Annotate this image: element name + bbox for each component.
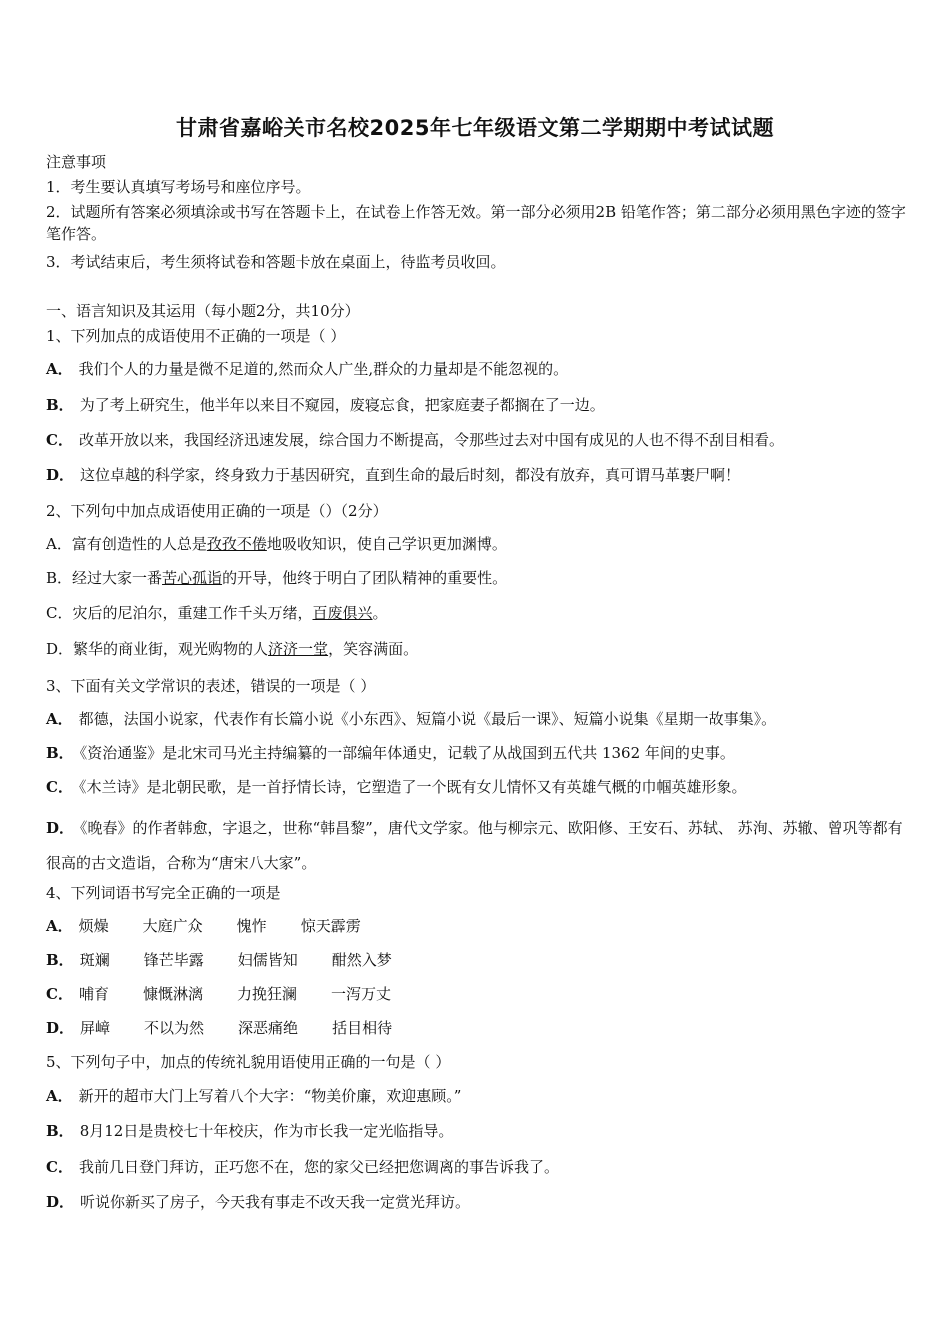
option-label: A． bbox=[46, 360, 73, 378]
option-idiom: 苦心孤诣 bbox=[162, 569, 223, 587]
section-heading: 一、语言知识及其运用（每小题2分，共10分） bbox=[46, 302, 360, 320]
q3-option-a bbox=[46, 708, 906, 730]
option-idiom: 百废俱兴 bbox=[312, 604, 373, 622]
option-text-post: 地吸收知识，使自己学识更加渊博。 bbox=[266, 535, 507, 553]
option-text-pre: 富有创造性的人总是 bbox=[71, 535, 207, 553]
notice-item-3: 3．考试结束后，考生须将试卷和答题卡放在桌面上，待监考员收回。 bbox=[46, 253, 506, 271]
option-label: D． bbox=[46, 640, 74, 658]
option-text: 《木兰诗》是北朝民歌，是一首抒情长诗，它塑造了一个既有女儿情怀又有英雄气概的巾帼英雄形象。 bbox=[78, 778, 747, 796]
notice-item-1: 1．考生要认真填写考场号和座位序号。 bbox=[46, 178, 311, 196]
option-label: C． bbox=[46, 778, 73, 796]
option-text: 我们个人的力量是微不足道的,然而众人广坐,群众的力量却是不能忽视的。 bbox=[78, 360, 569, 378]
word: 酣然入梦 bbox=[331, 951, 392, 969]
option-text-post: 。 bbox=[372, 604, 388, 622]
option-label: A． bbox=[46, 535, 72, 553]
word: 惊天霹雳 bbox=[300, 917, 361, 935]
q4-option-d bbox=[46, 1017, 906, 1039]
option-text: 这位卓越的科学家，终身致力于基因研究，直到生命的最后时刻，都没有放弃，真可谓马革裹尸啊！ bbox=[80, 466, 741, 484]
word: 不以为然 bbox=[144, 1019, 205, 1037]
option-text-post: ，笑容满面。 bbox=[328, 640, 419, 658]
word: 力挽狂澜 bbox=[236, 985, 297, 1003]
q2-option-c bbox=[46, 602, 906, 624]
option-label: A． bbox=[46, 1087, 73, 1105]
option-label: B． bbox=[46, 1122, 74, 1140]
option-text-pre: 灾后的尼泊尔，重建工作千头万绪， bbox=[72, 604, 313, 622]
q3-option-b bbox=[46, 742, 906, 764]
q4-option-a bbox=[46, 915, 906, 937]
word: 斑斓 bbox=[79, 951, 110, 969]
notice-item-2: 2．试题所有答案必须填涂或书写在答题卡上，在试卷上作答无效。第一部分必须用2B 铅笔作答；第二部分必须用黑色字迹的签字笔作答。 bbox=[46, 203, 906, 243]
q5-option-b bbox=[46, 1120, 906, 1142]
q1-option-c bbox=[46, 429, 906, 451]
option-label: B． bbox=[46, 396, 74, 414]
q1-option-d bbox=[46, 464, 906, 486]
option-label: D． bbox=[46, 1019, 75, 1037]
option-text: 《资治通鉴》是北宋司马光主持编纂的一部编年体通史，记载了从战国到五代共 1362 年间的史事。 bbox=[79, 744, 735, 762]
option-label: A． bbox=[46, 917, 73, 935]
option-label: B． bbox=[46, 744, 74, 762]
option-text: 我前几日登门拜访，正巧您不在，您的家父已经把您调离的事告诉我了。 bbox=[78, 1158, 559, 1176]
q2-option-b bbox=[46, 567, 906, 589]
word: 深恶痛绝 bbox=[238, 1019, 299, 1037]
word: 哺育 bbox=[78, 985, 109, 1003]
word: 慷慨淋漓 bbox=[142, 985, 203, 1003]
option-text-post: 的开导，他终于明白了团队精神的重要性。 bbox=[222, 569, 508, 587]
option-text: 新开的超市大门上写着八个大字：“物美价廉，欢迎惠顾。” bbox=[78, 1087, 462, 1105]
option-idiom: 济济一堂 bbox=[268, 640, 329, 658]
q4-stem: 4、下列词语书写完全正确的一项是 bbox=[46, 884, 281, 902]
q5-option-d bbox=[46, 1191, 906, 1213]
q2-stem: 2、下列句中加点成语使用正确的一项是（）（2分） bbox=[46, 502, 388, 520]
q3-stem: 3、下面有关文学常识的表述，错误的一项是（ ） bbox=[46, 677, 376, 695]
option-text: 都德，法国小说家，代表作有长篇小说《小东西》、短篇小说《最后一课》、短篇小说集《星期一故事集》。 bbox=[78, 710, 777, 728]
option-idiom: 孜孜不倦 bbox=[206, 535, 267, 553]
option-label: C． bbox=[46, 604, 73, 622]
q5-stem: 5、下列句子中，加点的传统礼貌用语使用正确的一句是（ ） bbox=[46, 1053, 451, 1071]
option-text: 改革开放以来，我国经济迅速发展，综合国力不断提高，令那些过去对中国有成见的人也不得不刮目相看。 bbox=[78, 431, 784, 449]
option-label: C． bbox=[46, 1158, 73, 1176]
word: 妇儒皆知 bbox=[237, 951, 298, 969]
page-title: 甘肃省嘉峪关市名校2025年七年级语文第二学期期中考试试题 bbox=[176, 116, 774, 140]
q3-option-c bbox=[46, 776, 906, 798]
q3-option-d bbox=[46, 811, 906, 881]
notice-heading: 注意事项 bbox=[46, 153, 107, 171]
q5-option-c bbox=[46, 1156, 906, 1178]
word: 愧怍 bbox=[236, 917, 267, 935]
option-label: B． bbox=[46, 569, 73, 587]
word: 括目相待 bbox=[332, 1019, 393, 1037]
option-text: 《晚春》的作者韩愈，字退之，世称“韩昌黎”，唐代文学家。他与柳宗元、欧阳修、王安石、苏轼、 苏洵、苏辙、曾巩等都有很高的古文造诣，合称为“唐宋八大家”。 bbox=[46, 819, 903, 872]
option-label: D． bbox=[46, 466, 75, 484]
option-text: 8月12日是贵校七十年校庆，作为市长我一定光临指导。 bbox=[79, 1122, 454, 1140]
option-label: D． bbox=[46, 1193, 75, 1211]
q1-option-a bbox=[46, 358, 906, 380]
option-label: C． bbox=[46, 985, 73, 1003]
q4-option-b bbox=[46, 949, 906, 971]
q2-option-d bbox=[46, 638, 906, 660]
word: 烦燥 bbox=[78, 917, 109, 935]
option-label: C． bbox=[46, 431, 73, 449]
option-text-pre: 繁华的商业街，观光购物的人 bbox=[73, 640, 269, 658]
option-label: D． bbox=[46, 819, 75, 837]
option-text-pre: 经过大家一番 bbox=[72, 569, 163, 587]
q1-option-b bbox=[46, 394, 906, 416]
option-text: 听说你新买了房子，今天我有事走不改天我一定赏光拜访。 bbox=[80, 1193, 471, 1211]
option-text: 为了考上研究生，他半年以来目不窥园，废寝忘食，把家庭妻子都搁在了一边。 bbox=[79, 396, 605, 414]
word: 屏嶂 bbox=[80, 1019, 111, 1037]
option-label: B． bbox=[46, 951, 74, 969]
word: 一泻万丈 bbox=[331, 985, 392, 1003]
option-label: A． bbox=[46, 710, 73, 728]
word: 锋芒毕露 bbox=[143, 951, 204, 969]
q4-option-c bbox=[46, 983, 906, 1005]
word: 大庭广众 bbox=[142, 917, 203, 935]
q2-option-a bbox=[46, 533, 906, 555]
q1-stem: 1、下列加点的成语使用不正确的一项是（ ） bbox=[46, 327, 346, 345]
q5-option-a bbox=[46, 1085, 906, 1107]
